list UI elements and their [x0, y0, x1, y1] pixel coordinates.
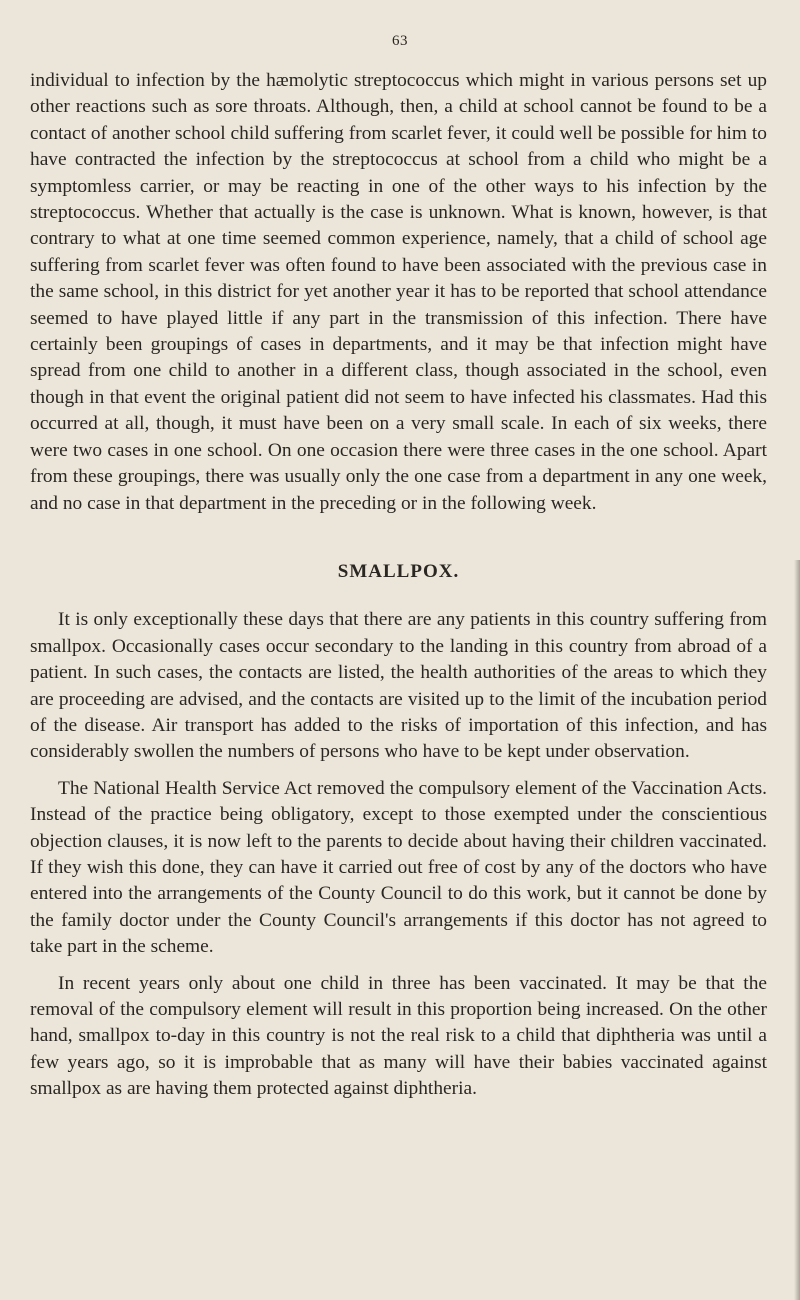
- paragraph-smallpox-1: It is only exceptionally these days that there are any patients in this country suffering from smallpox. Occasionally cases occur secondary to the landing in this country from abroad of a patient. In such cases, the contacts are listed, the health authorities of the areas to which they are proceeding are advised, and the contacts are visited up to the limit of the incubation period of the disease. Air transport has added to the risks of importation of this infection, and has considerably swollen the numbers of persons who have to be kept under observation.: [30, 609, 767, 763]
- section-heading-smallpox: SMALLPOX.: [337, 560, 460, 582]
- page-number: 63: [392, 33, 408, 49]
- page-edge-shadow: [794, 560, 800, 1300]
- paragraph-smallpox-2: The National Health Service Act removed the compulsory element of the Vaccination Acts. Instead of the practice being obligatory, except to those exempted under the conscientious objection clauses, it is now left to the parents to decide about having their children vaccinated. If they wish this done, they can have it carried out free of cost by any of the doctors who have entered into the arrangements of the County Council to do this work, but it cannot be done by the family doctor under the County Council's arrangements if this doctor has not agreed to take part in the scheme.: [30, 777, 767, 958]
- paragraph-scarlet-fever-continued: individual to infection by the hæmolytic streptococcus which might in various persons set up other reactions such as sore throats. Although, then, a child at school cannot be found to be a contact of another school child suffering from scarlet fever, it could well be possible for him to have contracted the infection by the streptococcus at school from a child who might be a symptomless carrier, or may be reacting in one of the other ways to his infection by the streptococcus. Whether that actually is the case is unknown. What is known, however, is that contrary to what at one time seemed common experience, namely, that a child of school age suffering from scarlet fever was often found to have been associated with the previous case in the same school, in this district for yet another year it has to be reported that school attendance seemed to have played little if any part in the transmission of this infection. There have certainly been groupings of cases in departments, and it may be that infection might have spread from one child to another in a different class, though associated in the school, even though in that event the original patient did not seem to have infected his classmates. Had this occurred at all, though, it must have been on a very small scale. In each of six weeks, there were two cases in one school. On one occasion there were three cases in the one school. Apart from these groupings, there was usually only the one case from a department in any one week, and no case in that department in the preceding or in the following week.: [30, 70, 767, 514]
- paragraph-smallpox-3: In recent years only about one child in three has been vaccinated. It may be that the removal of the compulsory element will result in this proportion being increased. On the other hand, smallpox to-day in this country is not the real risk to a child that diphtheria was until a few years ago, so it is improbable that as many will have their babies vaccinated against smallpox as are having them protected against diphtheria.: [30, 972, 767, 1100]
- document-body: [30, 68, 767, 1103]
